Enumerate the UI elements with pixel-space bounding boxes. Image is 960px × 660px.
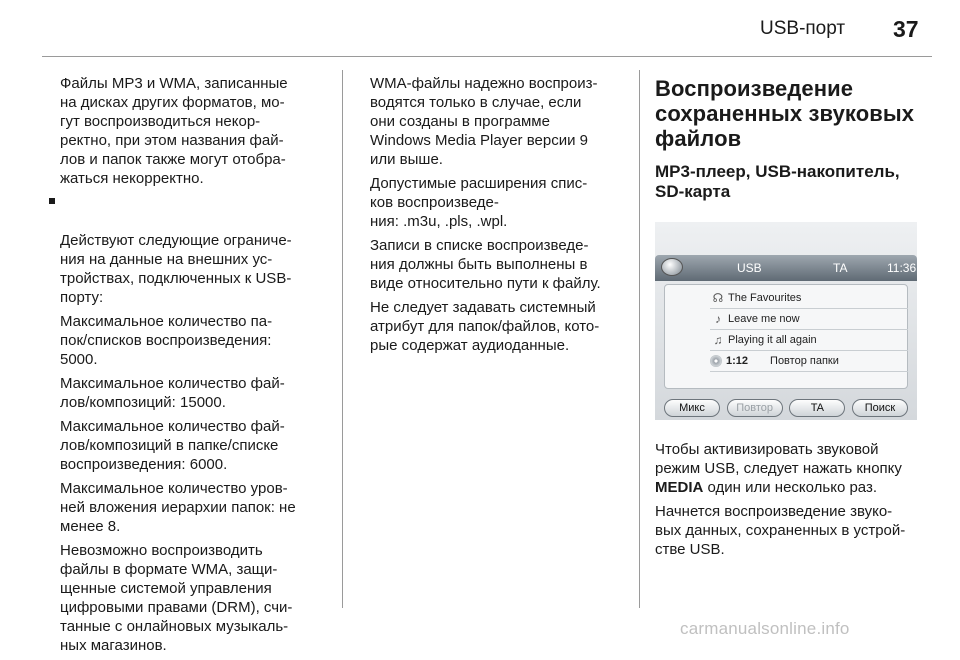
screen-track-list xyxy=(710,288,908,372)
column-right xyxy=(655,76,925,564)
column-middle xyxy=(370,74,628,360)
infotainment-screen-illustration xyxy=(655,222,917,420)
repeat-mode: Повтор папки xyxy=(770,354,839,367)
paragraph-max-files-folder: Максимальное количество фай- лов/композиций в папке/списке воспроизведения: 6000. xyxy=(60,418,285,473)
paragraph-activate-usb: Чтобы активизировать звуковой режим USB, следует нажать кнопку MEDIA один или несколько раз. xyxy=(655,441,902,496)
screen-source-label: USB xyxy=(737,261,762,275)
bullet-item xyxy=(60,193,330,307)
playback-status-row xyxy=(710,351,908,372)
shuffle-button: Микс xyxy=(664,399,720,417)
paragraph-wma: WMA-файлы надежно воспроиз- водятся только в случае, если они созданы в программе Windows Media Player версии 9 или выше. xyxy=(370,75,598,168)
screen-ta-label: TA xyxy=(833,261,848,275)
ta-button: TA xyxy=(789,399,845,417)
headphones-icon: ☊ xyxy=(712,290,724,305)
repeat-button: Повтор xyxy=(727,399,783,417)
paragraph-mp3-wma: Файлы MP3 и WMA, записанные на дисках других форматов, мо- гут воспроизводиться некор- ректно, при этом названия фай- лов и папок также могут отобра- жаться некорректно. xyxy=(60,75,288,187)
paragraph-relative-path: Записи в списке воспроизведе- ния должны быть выполнены в виде относительно пути к файлу. xyxy=(370,237,601,292)
bullet-text: Действуют следующие ограниче- ния на данные на внешних ус- тройствах, подключенных к USB- порту: xyxy=(60,232,292,306)
column-divider-2 xyxy=(639,70,640,608)
screen-status-bar xyxy=(655,255,917,281)
paragraph-playback-start: Начнется воспроизведение звуко- вых данных, сохраненных в устрой- стве USB. xyxy=(655,503,906,558)
music-note-icon: ♪ xyxy=(715,311,721,326)
list-item: ♪ Leave me now xyxy=(710,309,908,330)
column-left xyxy=(60,74,330,660)
track-time: 1:12 xyxy=(726,354,749,367)
list-item: ☊ The Favourites xyxy=(710,288,908,309)
paragraph-drm: Невозможно воспроизводить файлы в формате WMA, защи- щенные системой управления цифровыми правами (DRM), счи- танные с онлайновых музыкаль- ных магазинов. xyxy=(60,542,293,654)
header-title: USB-порт xyxy=(760,18,846,39)
screen-button-bar xyxy=(664,399,908,417)
music-notes-icon: ♫ xyxy=(713,332,723,347)
list-item: ♫ Playing it all again xyxy=(710,330,908,351)
watermark: carmanualsonline.info xyxy=(680,619,850,638)
column-divider-1 xyxy=(342,70,343,608)
search-button: Поиск xyxy=(852,399,908,417)
section-subheading: MP3-плеер, USB-накопитель, SD-карта xyxy=(655,162,900,201)
screen-clock: 11:36 xyxy=(887,261,917,275)
paragraph-max-levels: Максимальное количество уров- ней вложения иерархии папок: не менее 8. xyxy=(60,480,296,535)
paragraph-max-files: Максимальное количество фай- лов/композиций: 15000. xyxy=(60,375,285,411)
bullet-square-icon xyxy=(49,198,55,204)
paragraph-system-attr: Не следует задавать системный атрибут для папок/файлов, кото- рые содержат аудиоданные. xyxy=(370,299,600,354)
paragraph-extensions: Допустимые расширения спис- ков воспроизведе- ния: .m3u, .pls, .wpl. xyxy=(370,175,588,230)
page-number: 37 xyxy=(893,16,919,42)
section-heading: Воспроизведение сохраненных звуковых файлов xyxy=(655,76,915,151)
media-button-label: MEDIA xyxy=(655,479,704,496)
paragraph-max-folders: Максимальное количество па- пок/списков воспроизведения: 5000. xyxy=(60,313,273,368)
disc-icon xyxy=(710,355,722,367)
header-divider xyxy=(42,56,932,57)
home-icon xyxy=(661,258,683,276)
